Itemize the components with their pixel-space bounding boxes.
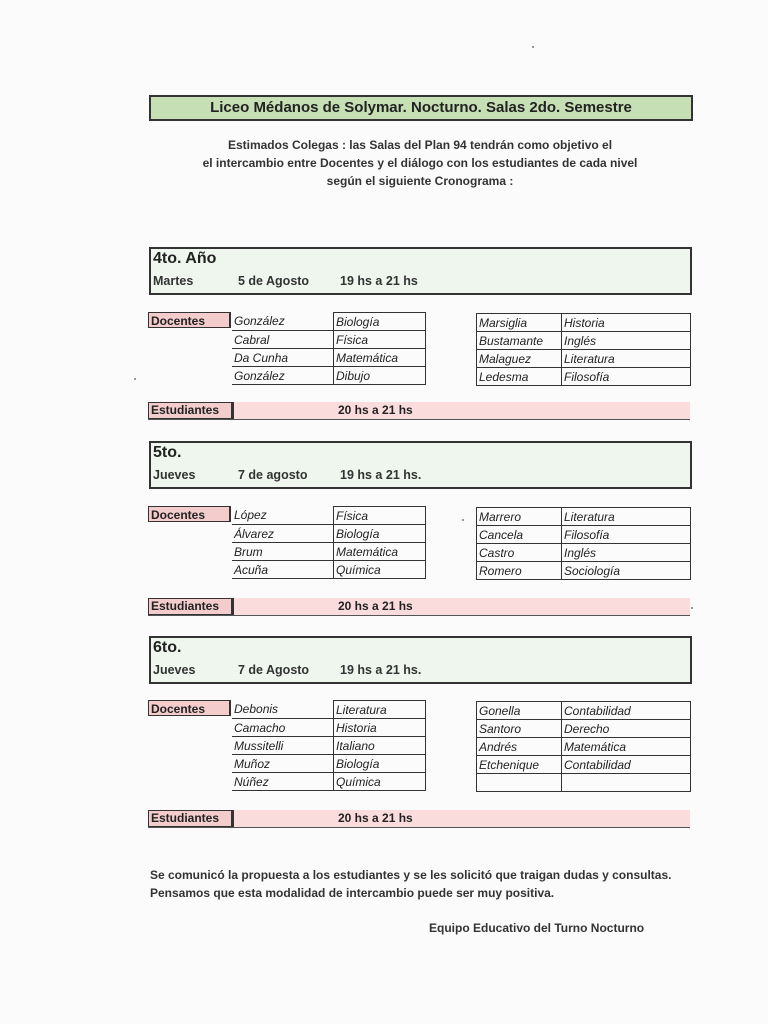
table-row <box>232 525 426 543</box>
subject: Matemática <box>562 738 691 756</box>
subject: Biología <box>334 525 426 543</box>
intro-line: Estimados Colegas : las Salas del Plan 94 tendrán como objetivo el <box>227 138 613 152</box>
table-row <box>477 720 691 738</box>
students-time: 20 hs a 21 hs <box>338 599 413 613</box>
table-row <box>477 756 691 774</box>
docentes-table-right <box>476 313 691 386</box>
teacher-name: Cancela <box>477 526 562 544</box>
level-time: 19 hs a 21 hs. <box>340 663 422 677</box>
level-header-6to <box>149 636 692 684</box>
docentes-label: Docentes <box>148 700 231 716</box>
teacher-name: Marrero <box>477 508 562 526</box>
closing-line: Pensamos que esta modalidad de intercambio puede ser muy positiva. <box>150 886 555 900</box>
subject: Contabilidad <box>562 756 691 774</box>
table-row <box>477 562 691 580</box>
table-row <box>232 719 426 737</box>
subject: Matemática <box>334 349 426 367</box>
table-row <box>232 331 426 349</box>
level-day: Jueves <box>153 663 196 677</box>
table-row <box>477 738 691 756</box>
table-row <box>477 350 691 368</box>
closing-line: Se comunicó la propuesta a los estudiantes y se les solicitó que traigan dudas y consultas. <box>150 868 672 882</box>
table-row <box>232 349 426 367</box>
students-row-6to <box>148 810 690 828</box>
estudiantes-label: Estudiantes <box>148 810 234 827</box>
subject: Literatura <box>334 701 426 719</box>
teacher-name: Mussitelli <box>232 737 334 755</box>
level-day: Jueves <box>153 468 196 482</box>
estudiantes-label: Estudiantes <box>148 598 234 615</box>
teacher-name: Malaguez <box>477 350 562 368</box>
subject: Literatura <box>562 350 691 368</box>
subject <box>562 774 691 792</box>
table-row <box>477 508 691 526</box>
subject: Dibujo <box>334 367 426 385</box>
subject: Italiano <box>334 737 426 755</box>
teacher-name: Camacho <box>232 719 334 737</box>
students-row-4to <box>148 402 690 420</box>
subject: Sociología <box>562 562 691 580</box>
table-row <box>232 701 426 719</box>
scan-speck <box>462 519 464 521</box>
subject: Literatura <box>562 508 691 526</box>
docentes-table-right <box>476 507 691 580</box>
subject: Contabilidad <box>562 702 691 720</box>
teacher-name: Cabral <box>232 331 334 349</box>
subject: Inglés <box>562 332 691 350</box>
teacher-name: Santoro <box>477 720 562 738</box>
docentes-table-left <box>232 700 426 791</box>
table-row <box>232 561 426 579</box>
level-header-5to <box>149 441 692 489</box>
level-date: 7 de agosto <box>238 468 308 482</box>
table-row <box>232 543 426 561</box>
level-title: 5to. <box>153 444 182 461</box>
students-time: 20 hs a 21 hs <box>338 403 413 417</box>
subject: Física <box>334 331 426 349</box>
table-row <box>477 368 691 386</box>
intro-paragraph <box>150 136 690 190</box>
estudiantes-label: Estudiantes <box>148 402 234 419</box>
subject: Derecho <box>562 720 691 738</box>
table-row <box>477 526 691 544</box>
level-day: Martes <box>153 274 194 288</box>
subject: Historia <box>562 314 691 332</box>
teacher-name: Bustamante <box>477 332 562 350</box>
teacher-name: Etchenique <box>477 756 562 774</box>
closing-paragraph <box>150 866 710 902</box>
teacher-name: Muñoz <box>232 755 334 773</box>
table-row <box>477 314 691 332</box>
level-title: 6to. <box>153 639 182 656</box>
table-row <box>477 702 691 720</box>
subject: Matemática <box>334 543 426 561</box>
docentes-label: Docentes <box>148 312 231 328</box>
scan-speck <box>532 46 534 48</box>
subject: Química <box>334 561 426 579</box>
teacher-name: Debonis <box>232 701 334 719</box>
table-row <box>232 507 426 525</box>
level-header-4to <box>149 247 692 295</box>
subject: Biología <box>334 755 426 773</box>
scan-speck <box>691 607 693 609</box>
students-time: 20 hs a 21 hs <box>338 811 413 825</box>
table-row <box>232 313 426 331</box>
teacher-name: González <box>232 367 334 385</box>
table-row <box>232 737 426 755</box>
teacher-name: Marsiglia <box>477 314 562 332</box>
level-date: 7 de Agosto <box>238 663 310 677</box>
level-title: 4to. Año <box>153 250 217 267</box>
teacher-name: Brum <box>232 543 334 561</box>
level-time: 19 hs a 21 hs. <box>340 468 422 482</box>
docentes-table-left <box>232 506 426 579</box>
signature: Equipo Educativo del Turno Nocturno <box>429 921 645 935</box>
docentes-table-right <box>476 701 691 792</box>
teacher-name: Andrés <box>477 738 562 756</box>
teacher-name: Gonella <box>477 702 562 720</box>
table-row <box>232 773 426 791</box>
document-title: Liceo Médanos de Solymar. Nocturno. Salas 2do. Semestre <box>149 95 693 121</box>
intro-line: según el siguiente Cronograma : <box>326 174 514 188</box>
table-row <box>477 332 691 350</box>
teacher-name: González <box>232 313 334 331</box>
teacher-name: Álvarez <box>232 525 334 543</box>
table-row <box>232 755 426 773</box>
teacher-name: Núñez <box>232 773 334 791</box>
subject: Filosofía <box>562 368 691 386</box>
subject: Biología <box>334 313 426 331</box>
teacher-name: López <box>232 507 334 525</box>
teacher-name: Castro <box>477 544 562 562</box>
subject: Física <box>334 507 426 525</box>
subject: Inglés <box>562 544 691 562</box>
teacher-name: Ledesma <box>477 368 562 386</box>
teacher-name: Acuña <box>232 561 334 579</box>
level-time: 19 hs a 21 hs <box>340 274 418 288</box>
subject: Química <box>334 773 426 791</box>
subject: Filosofía <box>562 526 691 544</box>
teacher-name <box>477 774 562 792</box>
docentes-table-left <box>232 312 426 385</box>
teacher-name: Romero <box>477 562 562 580</box>
docentes-label: Docentes <box>148 506 231 522</box>
intro-line: el intercambio entre Docentes y el diálogo con los estudiantes de cada nivel <box>202 156 638 170</box>
subject: Historia <box>334 719 426 737</box>
level-date: 5 de Agosto <box>238 274 310 288</box>
students-row-5to <box>148 598 690 616</box>
table-row <box>477 544 691 562</box>
teacher-name: Da Cunha <box>232 349 334 367</box>
table-row <box>477 774 691 792</box>
scan-speck <box>134 378 136 380</box>
table-row <box>232 367 426 385</box>
